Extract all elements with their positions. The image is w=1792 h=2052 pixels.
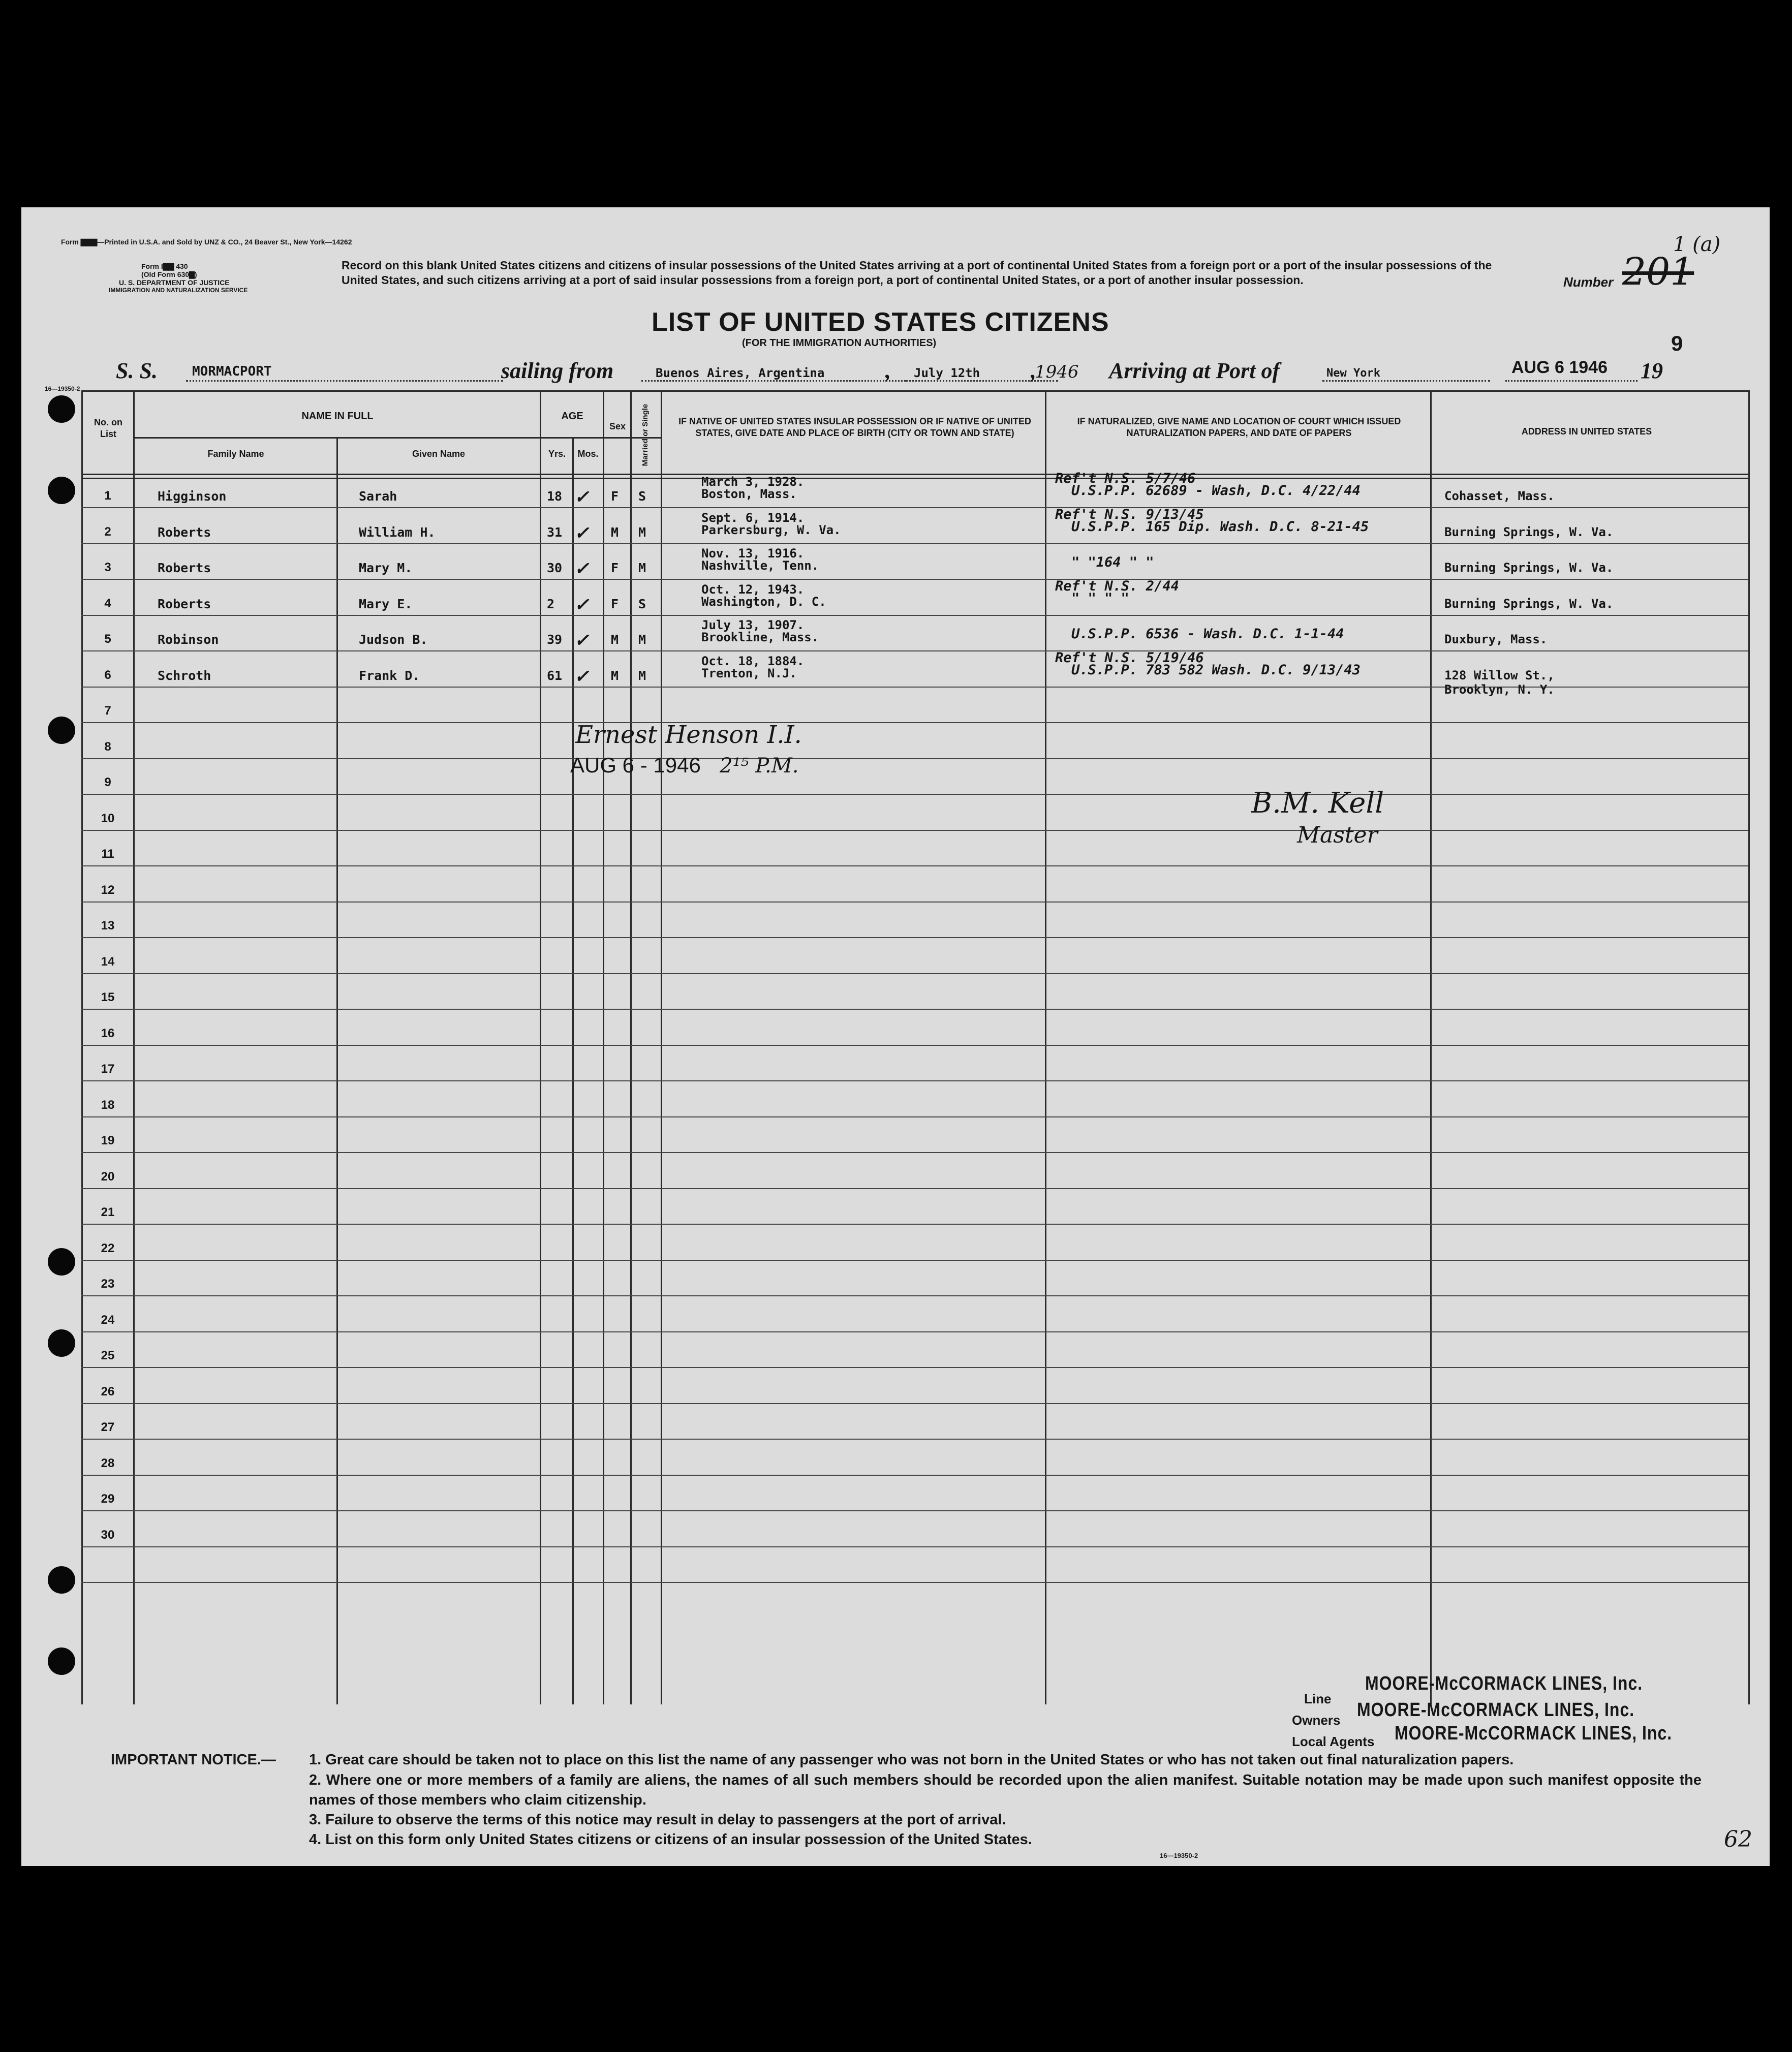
agents-stamp: MOORE-McCORMACK LINES, Inc.	[1395, 1722, 1673, 1744]
printer-note: Form ▇▇▇—Printed in U.S.A. and Sold by UNZ & CO., 24 Beaver St., New York—14262	[61, 238, 352, 246]
sailing-year: 1946	[1035, 362, 1079, 382]
row-rule	[81, 865, 1748, 866]
row-rule	[81, 901, 1748, 903]
row-rule	[81, 1188, 1748, 1189]
col-given-header: Given Name	[412, 449, 466, 459]
row-rule	[81, 1582, 1748, 1583]
naturalization-ref: Ref't N.S. 5/19/46	[1055, 650, 1204, 666]
sailing-date: July 12th	[914, 366, 980, 380]
birth-date: July 13, 1907.	[701, 618, 805, 632]
record-instructions: Record on this blank United States citizens and citizens of insular possessions of the United States arriving at a port of continental United States from a foreign port or a port of the insular possessions of the United States, and such citizens arriving at a port of said insular possessions from a foreign port, a port of continental United States, or a port of another insular possession.	[342, 259, 1492, 287]
row-rule	[81, 507, 1748, 508]
row-rule	[81, 1152, 1748, 1153]
number-note: 1 (a)	[1673, 233, 1721, 256]
row-number: 4	[104, 597, 111, 610]
sex: M	[611, 668, 619, 683]
row-rule	[81, 758, 1748, 759]
inspection-stamp: AUG 6 - 1946	[570, 753, 701, 777]
row-number: 1	[104, 489, 111, 503]
address-line-2: Brooklyn, N. Y.	[1444, 682, 1555, 697]
owners-label: Owners	[1292, 1713, 1341, 1728]
row-number: 21	[101, 1205, 115, 1219]
age-years: 18	[547, 489, 563, 504]
birth-date: Nov. 13, 1916.	[701, 546, 805, 561]
row-rule	[81, 1546, 1748, 1547]
address-line: Duxbury, Mass.	[1444, 632, 1548, 646]
number-label: Number	[1563, 274, 1614, 290]
row-rule	[81, 1260, 1748, 1261]
row-number: 30	[101, 1528, 115, 1542]
row-number: 2	[104, 525, 111, 539]
birth-place: Brookline, Mass.	[701, 630, 819, 644]
naturalization-papers: U.S.P.P. 6536 - Wash. D.C. 1-1-44	[1071, 626, 1344, 642]
birth-place: Boston, Mass.	[701, 487, 797, 501]
age-months-check: ✓	[575, 556, 588, 580]
ss-label: S. S.	[116, 358, 158, 383]
row-number: 13	[101, 919, 115, 932]
given-name: Judson B.	[359, 632, 428, 647]
number-value: 201	[1622, 250, 1694, 294]
binder-hole	[48, 477, 75, 504]
address-line: Burning Springs, W. Va.	[1444, 561, 1614, 575]
family-name: Roberts	[158, 525, 211, 540]
master-signature: B.M. Kell	[1251, 787, 1384, 820]
row-number: 10	[101, 812, 115, 825]
naturalization-ref: Ref't N.S. 9/13/45	[1055, 507, 1204, 522]
family-name: Roberts	[158, 597, 211, 611]
birth-date: Sept. 6, 1914.	[701, 511, 805, 525]
marital-status: S	[638, 597, 646, 611]
agents-label: Local Agents	[1292, 1734, 1375, 1749]
sex: M	[611, 632, 619, 647]
row-rule	[81, 1367, 1748, 1368]
marital-status: M	[638, 525, 646, 540]
line-label: Line	[1304, 1691, 1332, 1706]
row-rule	[81, 973, 1748, 974]
col-age-header: AGE	[561, 411, 583, 422]
birth-place: Parkersburg, W. Va.	[701, 523, 841, 537]
notice-heading: IMPORTANT NOTICE.—	[111, 1752, 276, 1768]
binder-hole	[48, 1329, 75, 1357]
row-rule	[81, 1009, 1748, 1010]
row-number: 25	[101, 1349, 115, 1362]
arrival-date-stamp: AUG 6 1946	[1511, 358, 1608, 377]
sailing-label: sailing from	[501, 358, 614, 383]
col-no-header: No. on List	[94, 417, 122, 439]
row-rule	[81, 794, 1748, 795]
row-rule	[81, 615, 1748, 616]
row-rule	[81, 1331, 1748, 1332]
footer-code: 16—19350-2	[1160, 1852, 1198, 1859]
row-number: 27	[101, 1420, 115, 1434]
given-name: William H.	[359, 525, 436, 540]
page-number: 9	[1671, 331, 1683, 355]
binder-hole	[48, 717, 75, 744]
naturalization-papers: " " " "	[1071, 590, 1129, 606]
row-number: 23	[101, 1277, 115, 1291]
family-name: Robinson	[158, 632, 219, 647]
naturalization-ref: Ref't N.S. 5/7/46	[1055, 471, 1196, 486]
age-months-check: ✓	[575, 521, 588, 544]
row-number: 17	[101, 1062, 115, 1076]
form-title: LIST OF UNITED STATES CITIZENS	[652, 307, 1109, 337]
col-sex-header: Sex	[609, 421, 626, 431]
row-rule	[81, 1224, 1748, 1225]
naturalization-papers: U.S.P.P. 62689 - Wash, D.C. 4/22/44	[1071, 483, 1361, 499]
inspection-time: 2¹⁵ P.M.	[720, 754, 799, 778]
sex: F	[611, 561, 619, 575]
age-years: 39	[547, 632, 563, 647]
manifest-sheet: Form ▇▇▇—Printed in U.S.A. and Sold by UNZ & CO., 24 Beaver St., New York—14262 Form I▇▇ 430 (Old Form 630▇) U. S. DEPARTMENT OF JUSTICE IMMIGRATION AND NATURALIZATION SERVICE Record on this blank United States citizens and citizens of insular possessions of the United States arriving at a port of continental United States from a foreign port or a port of the insular possessions of the United States, and such citizens arriving at a port of said insular possessions from a foreign port, a port of continental United States, or a port of another insular possession. Number 201 1 (a) LIST OF UNITED STATES CITIZENS (FOR THE IMMIGRATION AUTHORITIES) 9 S. S. MORMACPORT sailing from Buenos Aires, Argentina , July 12th , 1946 Arriving at Port of New York AUG 6 1946 19 16—19350-2 No. on List NAME IN FULL Family Name Given Name AGE Yrs. Mos. Sex Married or Single IF NATIVE OF UNITED STATES INSULAR POSSESSION OR IF NATIVE OF UNITED STATES, GIVE DATE AND PLACE OF BIRTH (CITY OR TOWN AND STATE) IF NATURALIZED, GIVE NAME AND LOCATION OF COURT WHICH ISSUED NATURALIZATION PAPERS, AND DATE OF PAPERS ADDRESS IN UNITED STATES 1 2 3 4 5 6 7 8 9 10 11 12 13 14 15 16 17 18 19 20 21 22 23 24 25 26 27 28 29 30 Higginson Sarah 18 ✓ F S March 3, 1928. Boston, Mass. Ref't N.S. 5/7/46 U.S.P.P. 62689 - Wash, D.C. 4/22/44 Cohasset, Mass. Roberts William H. 31 ✓ M M Sept. 6, 1914. Parkersburg, W. Va. Ref't N.S. 9/13/45 U.S.P.P. 165 Dip. Wash. D.C. 8-21-45 Burning Springs, W. Va. Roberts Mary M. 30 ✓ F M Nov. 13, 1916. Nashville, Tenn. " "164 " " Burning Springs, W. Va. Roberts Mary E. 2 ✓ F S Oct. 12, 1943. Washington, D. C. Ref't N.S. 2/44 " " " " Burning Springs, W. Va. Robinson Judson B. 39 ✓ M M July 13, 1907. Brookline, Mass. U.S.P.P. 6536 - Wash. D.C. 1-1-44 Duxbury, Mass. Schroth Frank D. 61 ✓ M M Oct. 18, 1884. Trenton, N.J. Ref't N.S. 5/19/46 U.S.P.P. 783 582 Wash. D.C. 9/13/43 128 Willow St., Brooklyn, N. Y. Ernest Henson I.I. AUG 6 - 1946 2¹⁵ P.M. B.M. Kell Master Line MOORE-McCORMACK LINES, Inc. Owners MOORE-McCORMACK LINES, Inc. Local Agents MOORE-McCORMACK LINES, Inc. IMPORTANT NOTICE.— 1. Great care should be taken not to place on this list the name of any passenger who was not born in the United States or who has not taken out final naturalization papers. 2. Where one or more members of a family are aliens, the names of all such members should be recorded upon the alien manifest. Suitable notation may be made upon such manifest opposite the names of those members who claim citizenship. 3. Failure to observe the terms of this notice may result in delay to passengers at the port of arrival. 4. List on this form only United States citizens or citizens of an insular possession of the United States. 16—19350-2 62	[21, 207, 1770, 1866]
binder-hole	[48, 1647, 75, 1675]
notice-item-2: 2. Where one or more members of a family are aliens, the names of all such members should be recorded upon the alien manifest. Suitable notation may be made upon such manifest opposite the names of those members who claim citizenship.	[309, 1772, 1702, 1808]
address-line: Cohasset, Mass.	[1444, 489, 1555, 503]
row-number: 14	[101, 955, 115, 969]
birth-date: Oct. 18, 1884.	[701, 654, 805, 668]
given-name: Mary M.	[359, 561, 413, 575]
row-number: 19	[101, 1134, 115, 1147]
row-rule	[81, 1403, 1748, 1404]
row-number: 3	[104, 561, 111, 574]
row-number: 9	[104, 775, 111, 789]
row-rule	[81, 1510, 1748, 1511]
col-birth-header: IF NATIVE OF UNITED STATES INSULAR POSSESSION OR IF NATIVE OF UNITED STATES, GIVE DATE AND PLACE OF BIRTH (CITY OR TOWN AND STATE)	[678, 416, 1031, 438]
family-name: Roberts	[158, 561, 211, 575]
age-months-check: ✓	[575, 628, 588, 651]
notice-item-1: 1. Great care should be taken not to place on this list the name of any passenger who was not born in the United States or who has not taken out final naturalization papers.	[309, 1752, 1514, 1768]
row-rule	[81, 650, 1748, 651]
marital-status: M	[638, 632, 646, 647]
master-title: Master	[1297, 822, 1378, 848]
sailing-from: Buenos Aires, Argentina	[656, 366, 825, 380]
age-years: 31	[547, 525, 563, 540]
given-name: Frank D.	[359, 668, 420, 683]
birth-place: Nashville, Tenn.	[701, 558, 819, 573]
form-subtitle: (FOR THE IMMIGRATION AUTHORITIES)	[742, 337, 937, 349]
age-months-check: ✓	[575, 664, 588, 688]
sex: M	[611, 525, 619, 540]
col-family-header: Family Name	[207, 449, 264, 459]
marital-status: M	[638, 668, 646, 683]
col-address-header: ADDRESS IN UNITED STATES	[1521, 426, 1652, 437]
address-line: 128 Willow St.,	[1444, 668, 1555, 682]
ship-name: MORMACPORT	[192, 364, 272, 379]
page-mark: 62	[1724, 1826, 1752, 1852]
row-number: 20	[101, 1170, 115, 1184]
form-old-number: (Old Form 630▇)	[141, 270, 197, 278]
binder-hole	[48, 1248, 75, 1276]
row-rule	[81, 579, 1748, 580]
naturalization-papers: U.S.P.P. 783 582 Wash. D.C. 9/13/43	[1071, 662, 1361, 678]
birth-place: Trenton, N.J.	[701, 666, 797, 680]
binder-hole	[48, 1566, 75, 1594]
sex: F	[611, 489, 619, 504]
row-number: 26	[101, 1385, 115, 1398]
given-name: Sarah	[359, 489, 397, 504]
given-name: Mary E.	[359, 597, 413, 611]
department: U. S. DEPARTMENT OF JUSTICE	[119, 278, 230, 287]
row-number: 24	[101, 1313, 115, 1327]
row-number: 6	[104, 668, 111, 682]
row-rule	[81, 1045, 1748, 1046]
notice-item-3: 3. Failure to observe the terms of this notice may result in delay to passengers at the port of arrival.	[309, 1812, 1006, 1828]
row-rule	[81, 1295, 1748, 1296]
row-rule	[81, 543, 1748, 544]
row-number: 12	[101, 883, 115, 897]
marital-status: S	[638, 489, 646, 504]
col-name-header: NAME IN FULL	[301, 411, 374, 422]
marital-status: M	[638, 561, 646, 575]
binder-hole	[48, 395, 75, 423]
age-years: 2	[547, 597, 555, 611]
arrival-port: New York	[1326, 367, 1380, 380]
row-number: 18	[101, 1098, 115, 1112]
row-number: 11	[101, 847, 114, 861]
line-stamp: MOORE-McCORMACK LINES, Inc.	[1365, 1672, 1643, 1694]
inspector-signature: Ernest Henson I.I.	[575, 721, 802, 749]
col-naturalized-header: IF NATURALIZED, GIVE NAME AND LOCATION OF COURT WHICH ISSUED NATURALIZATION PAPERS, AND DATE OF PAPERS	[1077, 416, 1401, 438]
row-rule	[81, 1439, 1748, 1440]
row-rule	[81, 1475, 1748, 1476]
age-years: 61	[547, 668, 563, 683]
col-married-header: Married or Single	[641, 403, 650, 467]
row-rule	[81, 830, 1748, 831]
row-number: 5	[104, 632, 111, 646]
row-number: 22	[101, 1241, 115, 1255]
row-number: 16	[101, 1027, 115, 1040]
naturalization-ref: Ref't N.S. 2/44	[1055, 578, 1179, 594]
family-name: Schroth	[158, 668, 211, 683]
notice-item-4: 4. List on this form only United States citizens or citizens of an insular possession of the United States.	[309, 1831, 1032, 1848]
service: IMMIGRATION AND NATURALIZATION SERVICE	[109, 287, 248, 294]
row-number: 15	[101, 990, 115, 1004]
row-number: 7	[104, 704, 111, 718]
sex: F	[611, 597, 619, 611]
age-years: 30	[547, 561, 563, 575]
row-rule	[81, 1116, 1748, 1117]
birth-place: Washington, D. C.	[701, 595, 826, 609]
small-code: 16—19350-2	[45, 385, 80, 392]
row-number: 28	[101, 1456, 115, 1470]
col-yrs-header: Yrs.	[548, 449, 566, 459]
address-line: Burning Springs, W. Va.	[1444, 597, 1614, 611]
row-rule	[81, 722, 1748, 723]
owners-stamp: MOORE-McCORMACK LINES, Inc.	[1357, 1698, 1635, 1721]
row-number: 29	[101, 1492, 115, 1506]
age-months-check: ✓	[575, 593, 588, 616]
col-mos-header: Mos.	[577, 449, 599, 459]
birth-date: March 3, 1928.	[701, 475, 805, 489]
birth-date: Oct. 12, 1943.	[701, 582, 805, 597]
address-line: Burning Springs, W. Va.	[1444, 525, 1614, 539]
year-prefix: 19	[1641, 358, 1663, 383]
row-number: 8	[104, 740, 111, 754]
family-name: Higginson	[158, 489, 227, 504]
form-number: Form I▇▇ 430	[141, 262, 188, 270]
naturalization-papers: U.S.P.P. 165 Dip. Wash. D.C. 8-21-45	[1071, 519, 1369, 535]
naturalization-papers: " "164 " "	[1071, 554, 1154, 570]
row-rule	[81, 1080, 1748, 1081]
row-rule	[81, 937, 1748, 938]
age-months-check: ✓	[575, 485, 588, 508]
arriving-label: Arriving at Port of	[1109, 358, 1280, 383]
